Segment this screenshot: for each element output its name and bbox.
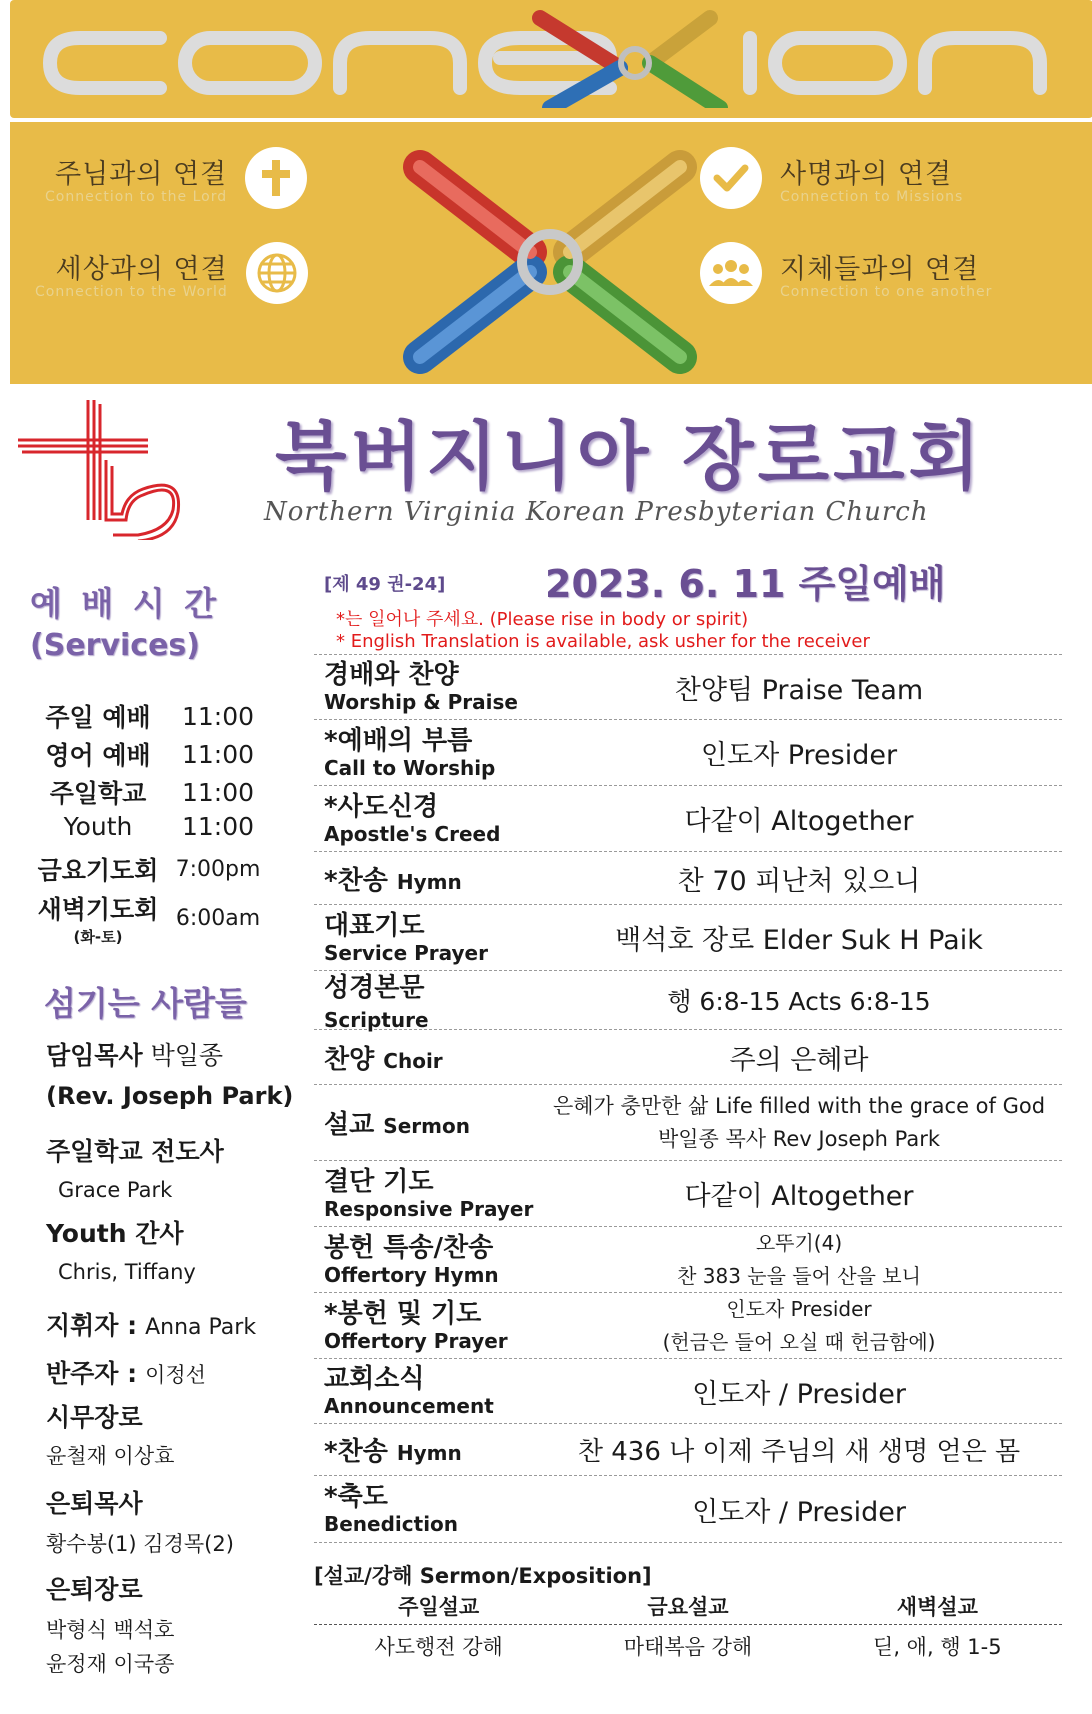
globe-icon xyxy=(246,242,308,304)
connection-world xyxy=(35,242,308,304)
service-name: 새벽기도회 xyxy=(37,895,159,924)
order-label-ko: *봉헌 및 기도 xyxy=(324,1298,482,1329)
sermon-value-sunday: 사도행전 강해 xyxy=(374,1635,503,1659)
service-row xyxy=(28,736,268,772)
elders-role: 시무장로 xyxy=(46,1403,143,1432)
servers-title: 섬기는 사람들 xyxy=(44,984,247,1023)
connection-missions-ko: 사명과의 연결 xyxy=(780,158,953,190)
order-label-en: Apostle's Creed xyxy=(324,821,501,846)
elders-names: 윤철재 이상효 xyxy=(46,1444,175,1468)
connection-one-another-en: Connection to one another xyxy=(780,283,993,300)
sermon-header-dawn: 새벽설교 xyxy=(896,1595,978,1619)
sermon-series-row xyxy=(314,1625,1062,1661)
order-value-line1: 은혜가 충만한 삶 Life filled with the grace of God xyxy=(552,1093,1046,1118)
service-time: 11:00 xyxy=(181,701,255,731)
order-label-ko: 봉헌 특송/찬송 xyxy=(324,1232,494,1263)
order-label-en: Service Prayer xyxy=(324,940,488,965)
service-row xyxy=(28,851,268,887)
order-label-en: Sermon xyxy=(383,1114,470,1138)
services-title-ko: 예 배 시 간 xyxy=(30,584,220,623)
order-row xyxy=(314,1085,1062,1161)
order-row xyxy=(314,1476,1062,1543)
connection-one-another xyxy=(700,242,992,304)
pastor-name: 박일종 xyxy=(150,1041,224,1070)
order-label-ko: 찬양 xyxy=(324,1044,375,1075)
order-value-line1: 오뚜기(4) xyxy=(755,1230,843,1255)
service-time: 6:00am xyxy=(175,906,261,931)
service-time: 11:00 xyxy=(181,812,255,841)
order-label-en: Call to Worship xyxy=(324,755,496,780)
order-label-ko: *예배의 부름 xyxy=(324,725,473,756)
order-label-en: Offertory Prayer xyxy=(324,1328,508,1353)
youth-role: Youth 간사 xyxy=(46,1219,184,1248)
banner-connections-panel xyxy=(10,122,1092,384)
order-label-ko: 결단 기도 xyxy=(324,1166,434,1197)
services-title-en: (Services) xyxy=(30,628,200,663)
check-icon xyxy=(700,147,762,209)
order-value: 인도자 / Presider xyxy=(692,1496,906,1528)
connection-one-another-ko: 지체들과의 연결 xyxy=(780,253,980,285)
volume-label: [제 49 권-24] xyxy=(324,574,446,595)
service-row xyxy=(28,890,268,947)
order-label-en: Benediction xyxy=(324,1512,459,1536)
order-row xyxy=(314,1227,1062,1293)
sermon-series-title: [설교/강해 Sermon/Exposition] xyxy=(314,1564,652,1588)
retired-elders-line1: 박형식 백석호 xyxy=(46,1618,175,1642)
order-label-en: Choir xyxy=(383,1048,443,1073)
service-date: 2023. 6. 11 주일예배 xyxy=(545,562,946,606)
order-row xyxy=(314,1161,1062,1227)
order-row xyxy=(314,1359,1062,1424)
service-time: 7:00pm xyxy=(175,856,261,882)
service-row xyxy=(28,774,268,810)
order-label-ko: 경배와 찬양 xyxy=(324,660,459,690)
connection-lord-ko: 주님과의 연결 xyxy=(55,158,228,190)
retired-pastors-names: 황수봉(1) 김경목(2) xyxy=(46,1532,234,1556)
service-name: 주일학교 xyxy=(49,779,147,808)
order-label-ko: 대표기도 xyxy=(324,910,425,941)
service-row xyxy=(28,812,268,841)
order-row xyxy=(314,720,1062,786)
order-label-ko: 교회소식 xyxy=(324,1364,425,1394)
order-row xyxy=(314,905,1062,971)
retired-pastors-role: 은퇴목사 xyxy=(46,1489,143,1518)
order-value: 다같이 Altogether xyxy=(684,806,914,837)
order-row xyxy=(314,1030,1062,1085)
order-label-en: Hymn xyxy=(396,869,462,894)
order-row xyxy=(314,1293,1062,1359)
sermon-header-sunday: 주일설교 xyxy=(398,1595,480,1619)
order-value-line2: 박일종 목사 Rev Joseph Park xyxy=(657,1126,941,1151)
order-label-ko: *찬송 xyxy=(324,865,388,896)
pianist-name: 이정선 xyxy=(145,1363,206,1387)
order-label-ko: *사도신경 xyxy=(324,791,439,822)
order-value: 찬 70 피난처 있으니 xyxy=(677,865,921,897)
church-logo xyxy=(18,400,188,540)
sermon-series-header xyxy=(314,1591,1062,1625)
school-role: 주일학교 전도사 xyxy=(46,1137,224,1166)
service-name: 영어 예배 xyxy=(45,741,151,770)
service-sub: (화-토) xyxy=(73,928,123,946)
church-name-korean: 북버지니아 장로교회 xyxy=(275,414,985,500)
conductor-name: Anna Park xyxy=(145,1315,257,1340)
order-label-ko: 성경본문 xyxy=(324,972,425,1003)
order-label-ko: 설교 xyxy=(324,1110,375,1140)
connection-missions-en: Connection to Missions xyxy=(780,188,964,205)
connection-world-ko: 세상과의 연결 xyxy=(55,253,228,285)
school-name: Grace Park xyxy=(58,1178,173,1202)
order-value-line1: 인도자 Presider xyxy=(726,1296,872,1321)
order-value-line2: (헌금은 들어 오실 때 헌금함에) xyxy=(662,1329,936,1354)
order-label-ko: *찬송 xyxy=(324,1437,388,1467)
service-name: 주일 예배 xyxy=(45,703,151,732)
service-name: 금요기도회 xyxy=(37,856,159,885)
order-label-ko: *축도 xyxy=(324,1482,388,1512)
order-row xyxy=(314,971,1062,1030)
order-label-en: Offertory Hymn xyxy=(324,1262,499,1287)
connection-x-logo xyxy=(390,142,710,382)
service-row xyxy=(28,698,268,734)
rise-note: *는 일어나 주세요. (Please rise in body or spirit) xyxy=(336,609,749,630)
order-value: 주의 은혜라 xyxy=(729,1044,869,1076)
order-value: 인도자 / Presider xyxy=(692,1378,906,1410)
retired-elders-line2: 윤정재 이국종 xyxy=(46,1652,175,1676)
pastor-name-en: (Rev. Joseph Park) xyxy=(46,1082,294,1110)
sermon-value-friday: 마태복음 강해 xyxy=(623,1635,753,1659)
retired-elders-role: 은퇴장로 xyxy=(46,1575,143,1604)
order-value: 백석호 장로 Elder Suk H Paik xyxy=(615,925,983,956)
connection-missions xyxy=(700,147,963,209)
order-label-en: Responsive Prayer xyxy=(324,1196,534,1221)
order-value: 행 6:8-15 Acts 6:8-15 xyxy=(667,987,931,1016)
order-label-en: Worship & Praise xyxy=(324,690,518,714)
order-value: 찬양팀 Praise Team xyxy=(674,674,924,706)
conductor-role: 지휘자 : xyxy=(46,1311,138,1340)
connection-lord-en: Connection to the Lord xyxy=(45,188,228,205)
service-name: Youth xyxy=(63,812,133,841)
order-row xyxy=(314,1424,1062,1476)
order-label-en: Announcement xyxy=(324,1394,494,1418)
order-value: 다같이 Altogether xyxy=(684,1181,914,1212)
order-label-en: Scripture xyxy=(324,1007,429,1032)
order-value: 인도자 Presider xyxy=(700,740,898,771)
sermon-series-table xyxy=(314,1591,1062,1661)
pianist-role: 반주자 : xyxy=(46,1359,138,1388)
translation-note: * English Translation is available, ask usher for the receiver xyxy=(336,631,870,652)
conexion-wordmark-logo xyxy=(10,8,1092,108)
church-name-english: Northern Virginia Korean Presbyterian Church xyxy=(264,497,929,527)
order-row xyxy=(314,852,1062,905)
order-value: 찬 436 나 이제 주님의 새 생명 얻은 몸 xyxy=(577,1437,1021,1467)
order-value-line2: 찬 383 눈을 들어 산을 보니 xyxy=(677,1263,921,1288)
order-row xyxy=(314,786,1062,852)
service-time: 11:00 xyxy=(181,739,255,769)
cross-icon xyxy=(245,147,307,209)
pastor-role: 담임목사 xyxy=(46,1041,143,1070)
people-icon xyxy=(700,242,762,304)
order-row xyxy=(314,655,1062,720)
order-label-en: Hymn xyxy=(396,1441,462,1465)
service-time: 11:00 xyxy=(181,777,255,807)
banner-wordmark-panel xyxy=(10,0,1092,118)
connection-lord xyxy=(45,147,307,209)
youth-name: Chris, Tiffany xyxy=(58,1260,196,1284)
sermon-header-friday: 금요설교 xyxy=(647,1595,729,1619)
order-of-worship xyxy=(314,654,1062,1543)
sermon-value-dawn: 딛, 애, 행 1-5 xyxy=(873,1635,1002,1659)
connection-world-en: Connection to the World xyxy=(35,283,228,300)
